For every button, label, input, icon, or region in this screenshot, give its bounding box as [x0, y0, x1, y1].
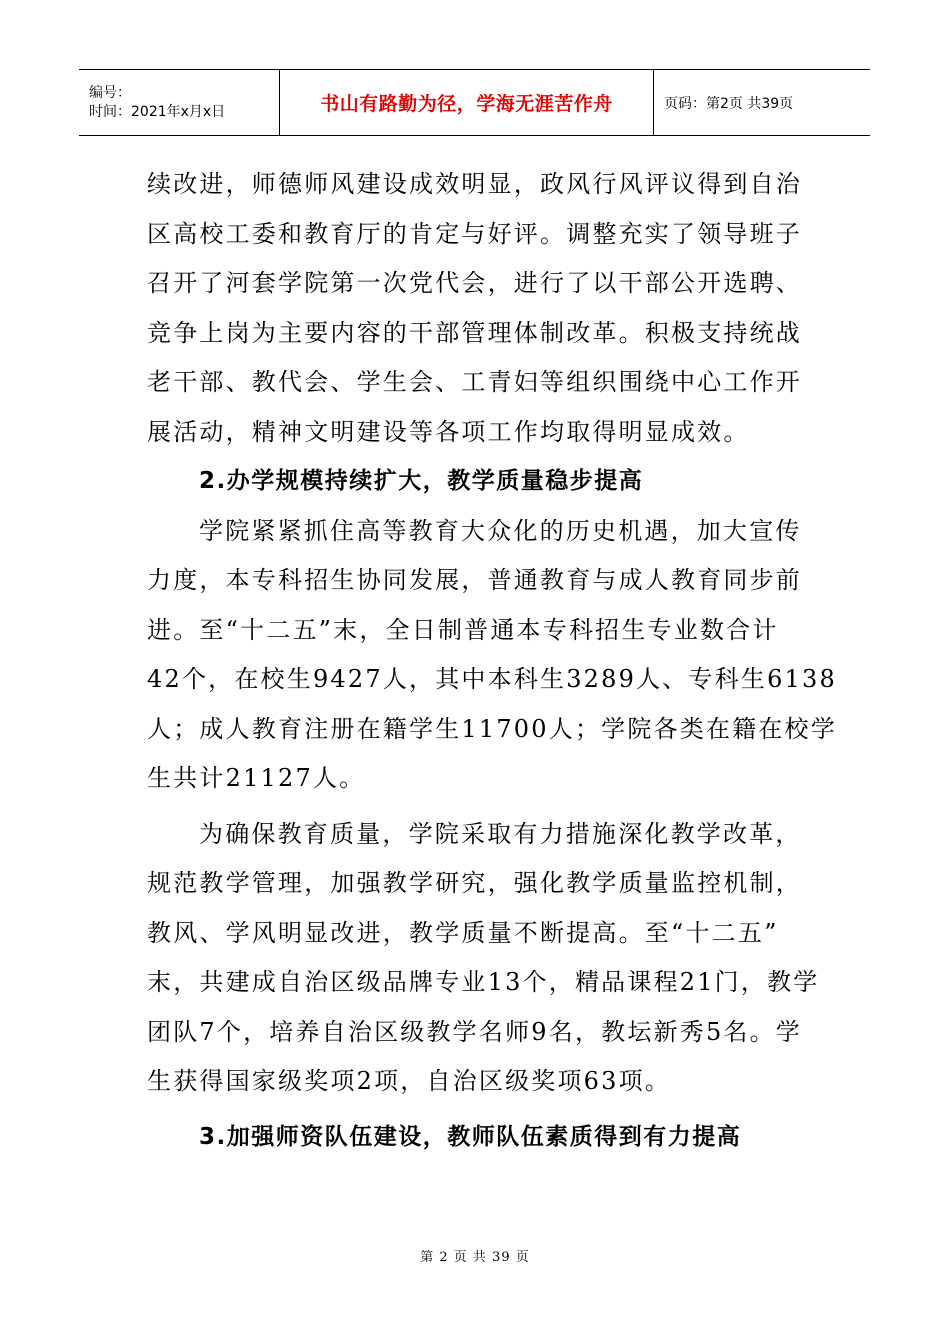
document-date-label: 时间：2021年x月x日: [89, 103, 226, 120]
text-line: 末，共建成自治区级品牌专业13个，精品课程21门，教学: [147, 968, 820, 996]
text-line: 区高校工委和教育厅的肯定与好评。调整充实了领导班子: [147, 219, 802, 248]
text-line: 力度，本专科招生协同发展，普通教育与成人教育同步前: [147, 566, 802, 594]
header-motto: 书山有路勤为径，学海无涯苦作舟: [280, 70, 654, 135]
text-line: 召开了河套学院第一次党代会，进行了以干部公开选聘、: [147, 269, 802, 297]
page-footer: 第 2 页 共 39 页: [420, 1250, 530, 1265]
text-line: 展活动，精神文明建设等各项工作均取得明显成效。: [147, 417, 750, 446]
paragraph-3: [147, 810, 820, 1107]
document-body: [147, 160, 837, 1162]
header-meta: [79, 70, 280, 135]
section-heading-3: 3.加强师资队伍建设，教师队伍素质得到有力提高: [199, 1123, 742, 1150]
text-line: 人；成人教育注册在籍学生11700人；学院各类在籍在校学: [147, 714, 837, 743]
text-line: 生共计21127人。: [147, 764, 366, 792]
paragraph-1: [147, 160, 807, 457]
text-line: 团队7个，培养自治区级教学名师9名，教坛新秀5名。学: [147, 1017, 803, 1046]
text-line: 为确保教育质量，学院采取有力措施深化教学改革，: [199, 819, 802, 848]
header-page-info: 页码：第2页 共39页: [664, 95, 794, 112]
paragraph-2: [147, 507, 837, 804]
page-header: [79, 69, 870, 136]
text-line: 生获得国家级奖项2项，自治区级奖项63项。: [147, 1067, 672, 1095]
text-line: 老干部、教代会、学生会、工青妇等组织围绕中心工作开: [147, 368, 802, 396]
section-heading-2: 2.办学规模持续扩大，教学质量稳步提高: [199, 468, 644, 494]
text-line: 42个，在校生9427人，其中本科生3289人、专科生6138: [147, 665, 837, 693]
text-line: 规范教学管理，加强教学研究，强化教学质量监控机制，: [147, 869, 802, 897]
text-line: 续改进，师德师风建设成效明显，政风行风评议得到自治: [147, 170, 802, 198]
text-line: 教风、学风明显改进，教学质量不断提高。至“十二五”: [147, 918, 779, 947]
document-number-label: 编号：: [89, 84, 131, 101]
text-line: 学院紧紧抓住高等教育大众化的历史机遇，加大宣传: [199, 516, 802, 545]
text-line: 进。至“十二五”末，全日制普通本专科招生专业数合计: [147, 615, 779, 644]
text-line: 竞争上岗为主要内容的干部管理体制改革。积极支持统战: [147, 318, 802, 347]
